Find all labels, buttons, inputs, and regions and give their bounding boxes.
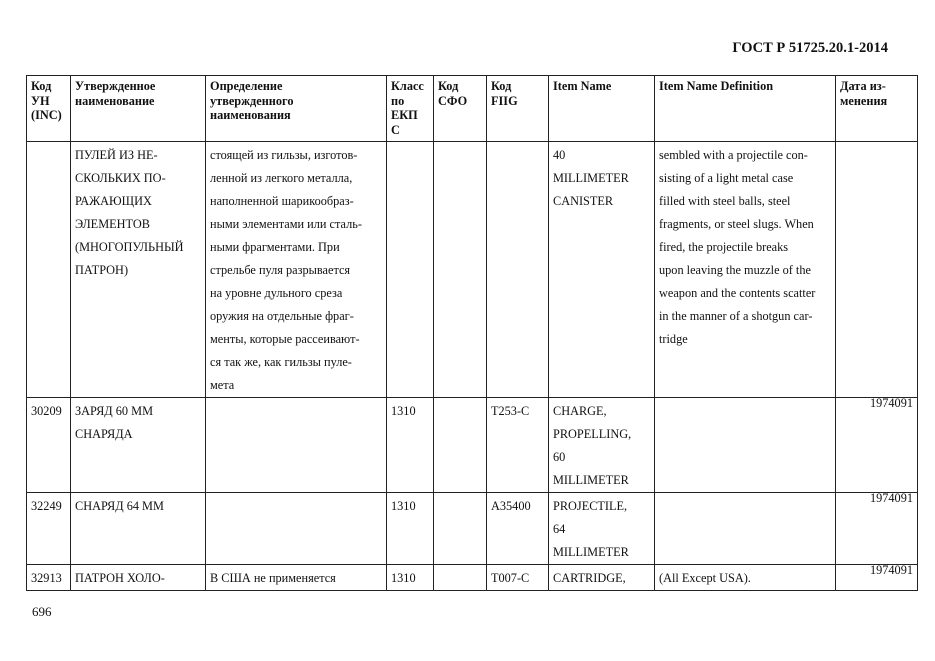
cell-approved-name: ПУЛЕЙ ИЗ НЕ- СКОЛЬКИХ ПО- РАЖАЮЩИХ ЭЛЕМЕНТОВ (МНОГОПУЛЬНЫЙ ПАТРОН) — [71, 142, 206, 398]
cell-fiig: T007-C — [487, 565, 549, 591]
cell-fiig: T253-C — [487, 398, 549, 493]
cell-approved-name: ПАТРОН ХОЛО- — [71, 565, 206, 591]
col-header-definition: Определение утвержденного наименования — [206, 76, 387, 142]
cell-change-date — [836, 142, 918, 398]
cell-approved-name: ЗАРЯД 60 ММ СНАРЯДА — [71, 398, 206, 493]
cell-inc: 32249 — [27, 493, 71, 565]
cell-definition — [206, 493, 387, 565]
col-header-inc: Код УН (INC) — [27, 76, 71, 142]
cell-change-date: 1974091 — [836, 565, 918, 591]
cell-fiig: A35400 — [487, 493, 549, 565]
col-header-sfo: Код СФО — [434, 76, 487, 142]
cell-definition — [206, 398, 387, 493]
cell-fiig — [487, 142, 549, 398]
page-number: 696 — [32, 604, 52, 619]
cell-sfo — [434, 493, 487, 565]
cell-class — [387, 142, 434, 398]
cell-inc: 32913 — [27, 565, 71, 591]
table-row — [27, 565, 918, 591]
cell-sfo — [434, 565, 487, 591]
table-header-row — [27, 76, 918, 142]
cell-change-date: 1974091 — [836, 493, 918, 565]
document-standard-id: ГОСТ Р 51725.20.1-2014 — [732, 40, 888, 56]
cell-definition: В США не применяется — [206, 565, 387, 591]
cell-item-name-definition — [655, 398, 836, 493]
cell-approved-name: СНАРЯД 64 ММ — [71, 493, 206, 565]
col-header-class: Класс по ЕКП С — [387, 76, 434, 142]
cell-item-name: CARTRIDGE, — [549, 565, 655, 591]
cell-item-name-definition: sembled with a projectile con- sisting of a light metal case filled with steel balls, steel fragments, or steel slugs. When fired, the projectile breaks upon leaving the muzzle of the weapon and the contents scatter in the manner of a shotgun car- tridge — [655, 142, 836, 398]
cell-class: 1310 — [387, 565, 434, 591]
cell-class: 1310 — [387, 493, 434, 565]
cell-sfo — [434, 142, 487, 398]
cell-item-name: PROJECTILE, 64 MILLIMETER — [549, 493, 655, 565]
cell-inc — [27, 142, 71, 398]
cell-sfo — [434, 398, 487, 493]
cell-item-name: 40 MILLIMETER CANISTER — [549, 142, 655, 398]
col-header-change-date: Дата из- менения — [836, 76, 918, 142]
col-header-item-name-definition: Item Name Definition — [655, 76, 836, 142]
cell-item-name-definition — [655, 493, 836, 565]
items-table — [26, 75, 918, 591]
cell-inc: 30209 — [27, 398, 71, 493]
col-header-item-name: Item Name — [549, 76, 655, 142]
cell-item-name: CHARGE, PROPELLING, 60 MILLIMETER — [549, 398, 655, 493]
cell-item-name-definition: (All Except USA). — [655, 565, 836, 591]
cell-change-date: 1974091 — [836, 398, 918, 493]
table-row — [27, 398, 918, 493]
col-header-approved-name: Утвержденное наименование — [71, 76, 206, 142]
col-header-fiig: Код FIIG — [487, 76, 549, 142]
table-row — [27, 493, 918, 565]
cell-definition: стоящей из гильзы, изготов- ленной из легкого металла, наполненной шарикообраз- ными элементами или сталь- ными фрагментами. При стрельбе пуля разрывается на уровне дульного среза оружия на отдельные фраг- менты, которые рассеивают- ся так же, как гильзы пуле- мета — [206, 142, 387, 398]
table-row — [27, 142, 918, 398]
cell-class: 1310 — [387, 398, 434, 493]
